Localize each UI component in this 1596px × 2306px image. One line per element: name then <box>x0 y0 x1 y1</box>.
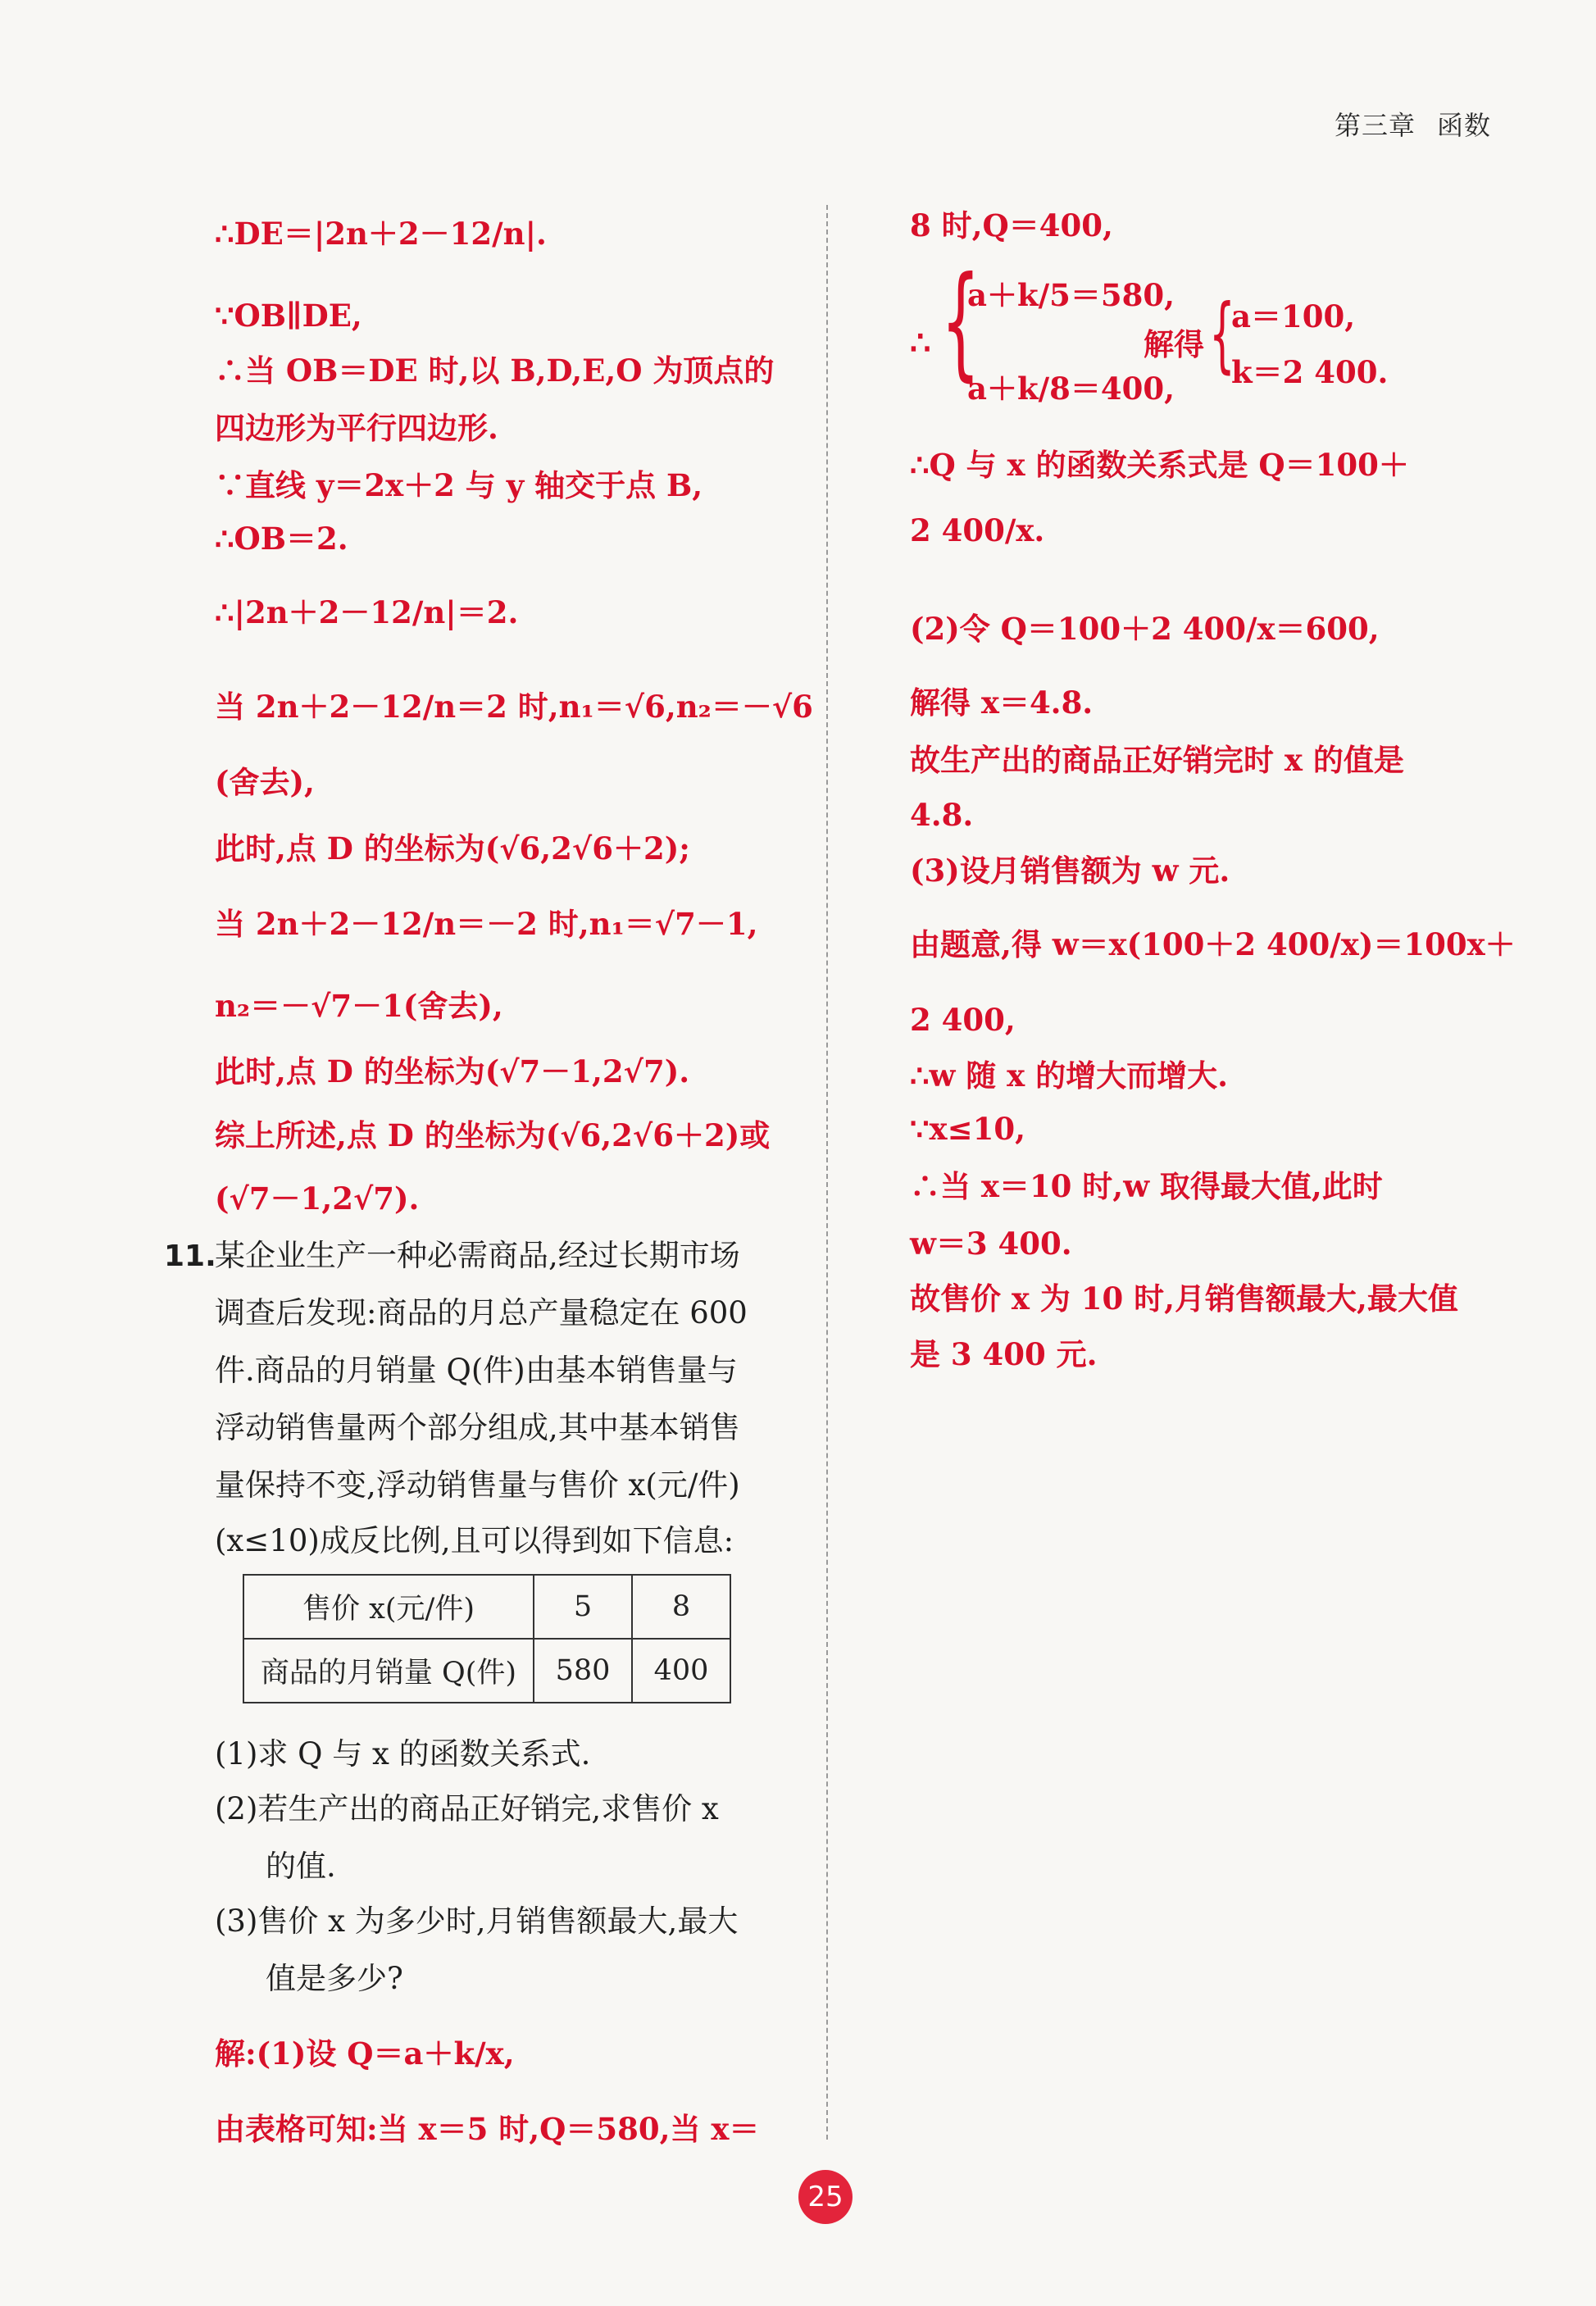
solution-line: ∴DE＝|2n＋2－12/n|. <box>215 216 547 252</box>
question-line: 量保持不变,浮动销售量与售价 x(元/件) <box>215 1467 740 1503</box>
solution-line: 8 时,Q＝400, <box>910 207 1113 243</box>
table-header-cell: 售价 x(元/件) <box>243 1575 534 1639</box>
solution-line: (2)令 Q＝100＋2 400/x＝600, <box>910 611 1380 647</box>
chapter-label: 第三章 <box>1334 110 1416 141</box>
solution-line: 四边形为平行四边形. <box>215 410 498 446</box>
question-line: (x≤10)成反比例,且可以得到如下信息: <box>215 1523 734 1558</box>
solution-line: w＝3 400. <box>910 1226 1072 1262</box>
solution-line: ∵直线 y＝2x＋2 与 y 轴交于点 B, <box>215 467 703 503</box>
sub-question: (2)若生产出的商品正好销完,求售价 x <box>215 1791 719 1826</box>
solution-equation: a＝100, <box>1231 298 1356 334</box>
solution-line: (3)设月销售额为 w 元. <box>910 853 1230 889</box>
system-brace: { <box>941 251 980 393</box>
page-header <box>1313 105 1491 143</box>
sub-question: 的值. <box>266 1849 336 1884</box>
solution-line: (舍去), <box>215 764 315 800</box>
solution-line: ∴当 x＝10 时,w 取得最大值,此时 <box>910 1168 1383 1204</box>
question-line: 某企业生产一种必需商品,经过长期市场 <box>215 1238 740 1273</box>
solution-line: ∴OB＝2. <box>215 521 348 557</box>
sub-question: 值是多少? <box>266 1961 403 1996</box>
table-row <box>243 1639 730 1703</box>
column-divider <box>826 205 828 2140</box>
question-number: 11. <box>164 1239 216 1273</box>
table-cell: 5 <box>534 1575 632 1639</box>
answer-line: 由表格可知:当 x＝5 时,Q＝580,当 x＝ <box>215 2111 760 2147</box>
question-line: 调查后发现:商品的月总产量稳定在 600 <box>215 1295 748 1330</box>
table-row <box>243 1575 730 1639</box>
system-equation: a＋k/5＝580, <box>967 277 1175 313</box>
solution-line: 由题意,得 w＝x(100＋2 400/x)＝100x＋ <box>910 926 1516 962</box>
solution-line: 当 2n＋2－12/n＝2 时,n₁＝√6,n₂＝－√6 <box>215 689 813 725</box>
solution-line: 故生产出的商品正好销完时 x 的值是 <box>910 742 1404 778</box>
therefore-sign: ∴ <box>910 324 931 362</box>
solution-line: ∵x≤10, <box>910 1111 1025 1147</box>
solution-equation: k＝2 400. <box>1231 354 1389 390</box>
chapter-topic: 函数 <box>1436 110 1491 141</box>
solution-line: ∴当 OB＝DE 时,以 B,D,E,O 为顶点的 <box>215 352 775 389</box>
question-line: 浮动销售量两个部分组成,其中基本销售 <box>215 1410 740 1445</box>
question-line: 件.商品的月销量 Q(件)由基本销售量与 <box>215 1353 738 1388</box>
solution-line: ∵OB∥DE, <box>215 298 362 334</box>
table-header-cell: 商品的月销量 Q(件) <box>243 1639 534 1703</box>
solution-line: 综上所述,点 D 的坐标为(√6,2√6＋2)或 <box>215 1117 771 1153</box>
solution-line: n₂＝－√7－1(舍去), <box>215 988 503 1024</box>
table-cell: 8 <box>632 1575 730 1639</box>
solution-line: ∴|2n＋2－12/n|＝2. <box>215 594 519 630</box>
solution-line: 故售价 x 为 10 时,月销售额最大,最大值 <box>910 1280 1458 1317</box>
solution-line: 2 400/x. <box>910 512 1045 548</box>
system-equation: a＋k/8＝400, <box>967 371 1175 407</box>
solution-line: 此时,点 D 的坐标为(√7－1,2√7). <box>215 1053 690 1089</box>
solve-label: 解得 <box>1144 326 1204 362</box>
solution-line: (√7－1,2√7). <box>215 1180 420 1217</box>
solution-line: ∴Q 与 x 的函数关系式是 Q＝100＋ <box>910 447 1409 483</box>
solution-line: 此时,点 D 的坐标为(√6,2√6＋2); <box>215 830 690 866</box>
table-cell: 580 <box>534 1639 632 1703</box>
solution-line: 解得 x＝4.8. <box>910 685 1094 721</box>
price-sales-table <box>243 1574 731 1703</box>
solution-line: 4.8. <box>910 797 974 833</box>
solution-line: 是 3 400 元. <box>910 1336 1098 1372</box>
solution-line: 当 2n＋2－12/n＝－2 时,n₁＝√7－1, <box>215 906 758 942</box>
table-cell: 400 <box>632 1639 730 1703</box>
answer-line: 解:(1)设 Q＝a＋k/x, <box>215 2035 515 2072</box>
solution-line: 2 400, <box>910 1002 1016 1038</box>
sub-question: (1)求 Q 与 x 的函数关系式. <box>215 1736 591 1772</box>
solution-brace: { <box>1209 286 1235 382</box>
solution-line: ∴w 随 x 的增大而增大. <box>910 1057 1228 1094</box>
sub-question: (3)售价 x 为多少时,月销售额最大,最大 <box>215 1903 739 1939</box>
page-number-badge: 25 <box>798 2170 853 2224</box>
